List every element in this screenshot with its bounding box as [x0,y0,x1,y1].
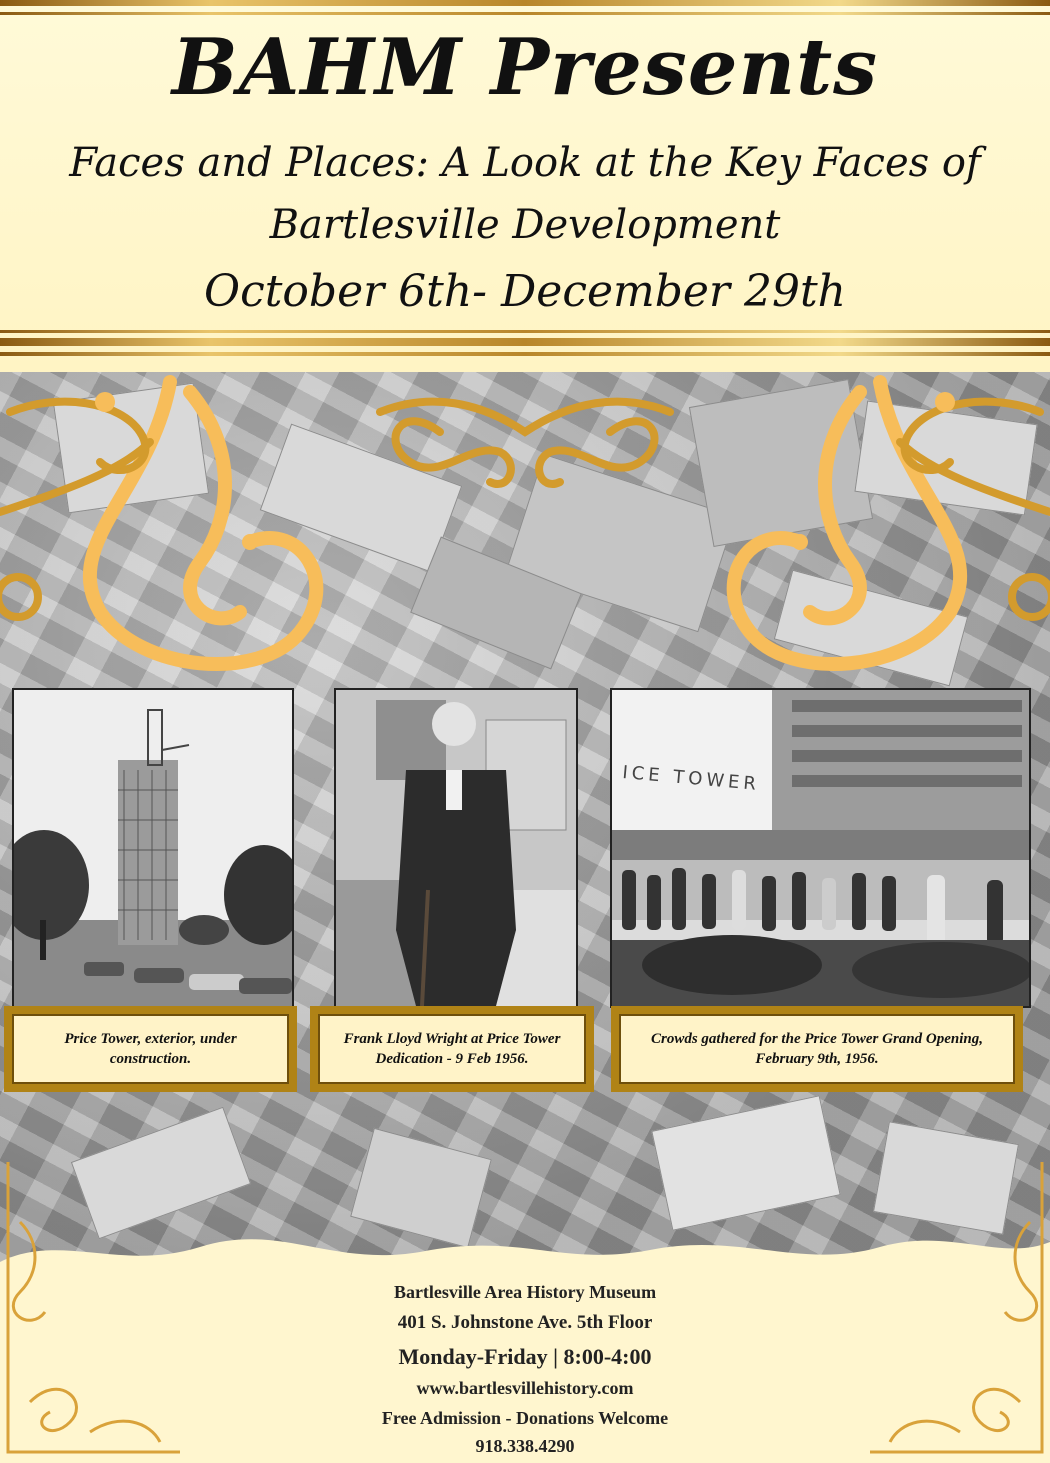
poster-header [0,0,1050,372]
caption-grand-opening: Crowds gathered for the Price Tower Grand Opening, February 9th, 1956. [611,1006,1023,1092]
photo-frank-lloyd-wright [334,688,578,1008]
gold-swirl-ornament-icon [0,372,1050,732]
photo-grand-opening-crowd [610,688,1031,1008]
exhibit-title-line1: Faces and Places: A Look at the Key Faces of [69,140,981,186]
museum-name: Bartlesville Area History Museum [393,1282,657,1302]
caption-tower-construction: Price Tower, exterior, under construction. [4,1006,297,1092]
corner-flourish-icon [0,1162,190,1463]
museum-phone: 918.338.4290 [475,1436,575,1456]
top-gold-rule-thin [0,12,1050,15]
exhibit-title-line2: Bartlesville Development [269,202,781,248]
poster-title: BAHM Presents [171,22,879,113]
top-gold-rule [0,0,1050,6]
museum-address: 401 S. Johnstone Ave. 5th Floor [397,1312,653,1333]
photo-tower-construction [12,688,294,1008]
poster-footer [0,1262,1050,1463]
exhibit-dates: October 6th- December 29th [204,266,846,317]
admission-info: Free Admission - Donations Welcome [381,1408,669,1428]
museum-website[interactable]: www.bartlesvillehistory.com [416,1378,634,1398]
mid-gold-rule [0,338,1050,346]
museum-hours: Monday-Friday | 8:00-4:00 [398,1344,652,1369]
caption-frank-lloyd-wright: Frank Lloyd Wright at Price Tower Dedication - 9 Feb 1956. [310,1006,594,1092]
mid-gold-rule-thin [0,330,1050,333]
price-tower-sign: ICE TOWER [621,762,761,795]
corner-flourish-icon [860,1162,1050,1463]
mid-gold-rule-2 [0,352,1050,356]
